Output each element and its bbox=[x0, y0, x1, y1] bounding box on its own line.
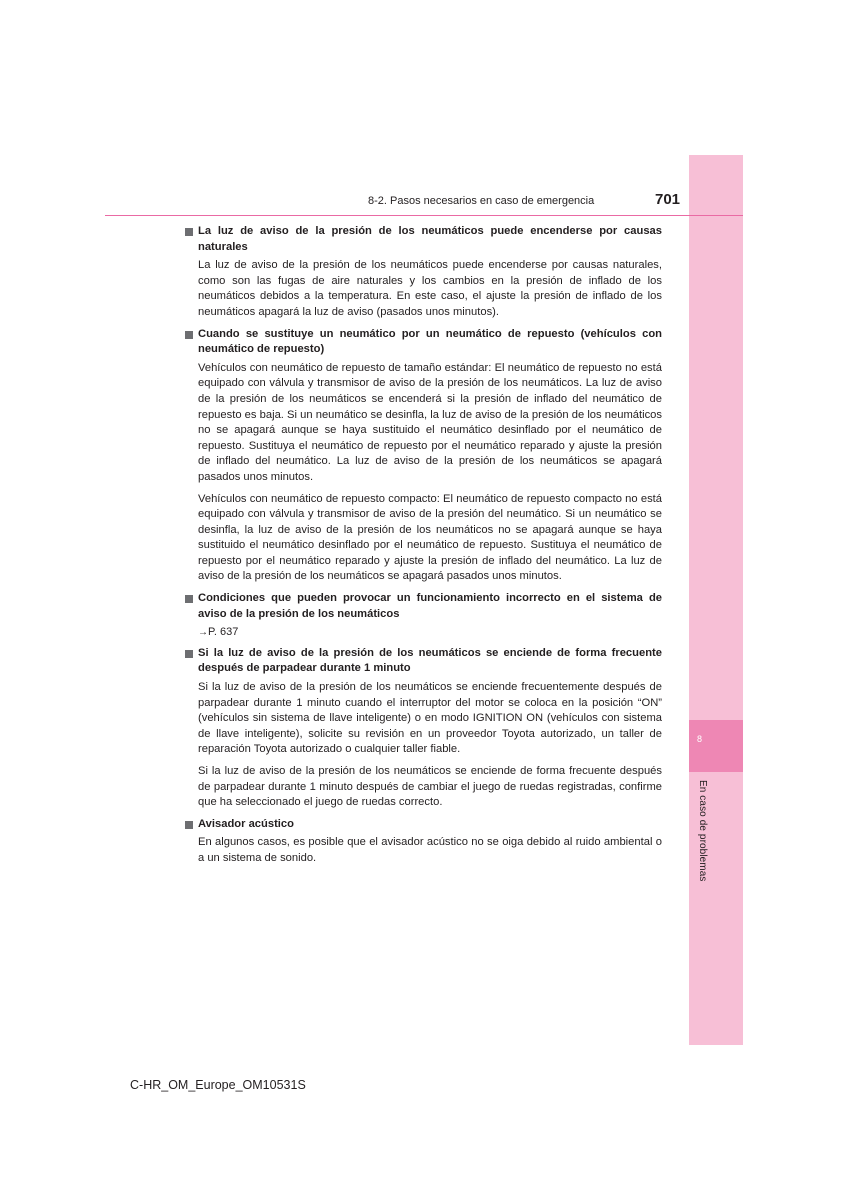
section-heading-text: Avisador acústico bbox=[198, 817, 294, 830]
section-heading-text: Cuando se sustituye un neumático por un neumático de repuesto (vehículos con neumático de repuesto) bbox=[198, 327, 662, 356]
section-heading-text: La luz de aviso de la presión de los neumáticos puede encenderse por causas naturales bbox=[198, 225, 662, 253]
section-heading bbox=[184, 327, 662, 358]
document-code: C-HR_OM_Europe_OM10531S bbox=[130, 1078, 306, 1092]
body-paragraph: Vehículos con neumático de repuesto de tamaño estándar: El neumático de repuesto no está equipado con válvula y transmisor de aviso de la presión de los neumáticos. La luz de aviso de la presión de los neumáticos se encenderá si la presión de inflado del neumático de repuesto es baja. Si un neumático se desinfla, la luz de aviso de la presión de los neumáticos no se apagará aunque se haya sustituido el neumático desinflado por el neumático de repuesto. Sustituya el neumático de repuesto por el neumático reparado y ajuste la presión de inflado del neumático. La luz de aviso de la presión de los neumáticos se apagará pasados unos minutos. bbox=[198, 361, 662, 483]
square-bullet-icon bbox=[185, 595, 193, 603]
chapter-side-tab bbox=[689, 155, 743, 1045]
square-bullet-icon bbox=[185, 331, 193, 339]
page-number: 701 bbox=[655, 191, 681, 208]
body-paragraph: Si la luz de aviso de la presión de los neumáticos se enciende frecuentemente después de parpadear durante 1 minuto cuando el interruptor del motor se coloca en la posición “ON” (vehículos sin sistema de llave inteligente) o en modo IGNITION ON (vehículos con sistema de llave inteligente), solicite su revisión en un proveedor Toyota autorizado, un taller de reparación Toyota autorizado o cualquier taller fiable. bbox=[198, 681, 662, 756]
section-block bbox=[184, 327, 662, 586]
square-bullet-icon bbox=[185, 821, 193, 829]
chapter-number-box bbox=[689, 720, 743, 772]
square-bullet-icon bbox=[185, 228, 193, 236]
page-reference[interactable] bbox=[198, 625, 662, 641]
section-block bbox=[184, 591, 662, 641]
arrow-right-icon: → bbox=[198, 627, 208, 639]
page-content bbox=[184, 224, 662, 873]
body-paragraph: La luz de aviso de la presión de los neumáticos puede encenderse por causas naturales, como son las fugas de aire naturales y los cambios en la presión de inflado de los neumáticos debidos a la temperatura. En este caso, el ajuste la presión de inflado de los neumáticos apagará la luz de aviso (pasados unos minutos). bbox=[198, 259, 662, 318]
section-heading-text: Condiciones que pueden provocar un funcionamiento incorrecto en el sistema de aviso de la presión de los neumáticos bbox=[198, 592, 662, 620]
section-heading-text: Si la luz de aviso de la presión de los neumáticos se enciende de forma frecuente después de parpadear durante 1 minuto bbox=[198, 646, 662, 675]
chapter-number: 8 bbox=[697, 734, 703, 744]
body-paragraph: Vehículos con neumático de repuesto compacto: El neumático de repuesto compacto no está equipado con válvula y transmisor de aviso de la presión del neumático. Si un neumático se desinfla, la luz de aviso de la presión de los neumáticos no se apagará aunque se haya sustituido el neumático desinflado por el neumático de repuesto. Sustituya el neumático de repuesto por el neumático reparado y ajuste la presión de inflado del neumático. La luz de aviso de la presión de los neumáticos se apagará pasados unos minutos. bbox=[198, 492, 662, 583]
section-block bbox=[184, 224, 662, 321]
section-title: 8-2. Pasos necesarios en caso de emergencia bbox=[368, 195, 595, 207]
section-heading bbox=[184, 591, 662, 622]
header-divider bbox=[105, 215, 743, 216]
section-block bbox=[184, 817, 662, 867]
body-paragraph: Si la luz de aviso de la presión de los neumáticos se enciende de forma frecuente después de parpadear durante 1 minuto después de cambiar el juego de ruedas registradas, confirme que ha seleccionado el juego de ruedas correcto. bbox=[198, 765, 662, 809]
section-heading bbox=[184, 817, 662, 833]
chapter-title: En caso de problemas bbox=[697, 780, 708, 882]
section-block bbox=[184, 646, 662, 811]
square-bullet-icon bbox=[185, 650, 193, 658]
page-reference-text: P. 637 bbox=[208, 626, 239, 639]
section-heading bbox=[184, 646, 662, 677]
section-heading bbox=[184, 224, 662, 255]
body-paragraph: En algunos casos, es posible que el avisador acústico no se oiga debido al ruido ambiental o a un sistema de sonido. bbox=[198, 836, 662, 864]
